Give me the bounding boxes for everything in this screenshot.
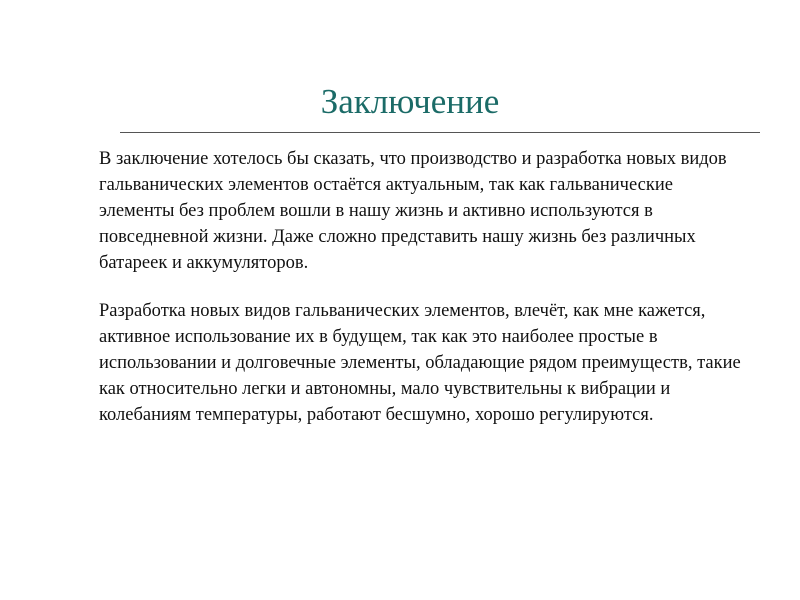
slide-body — [99, 146, 749, 428]
paragraph-development: Разработка новых видов гальванических элементов, влечёт, как мне кажется, активное использование их в будущем, так как это наиболее простые в использовании и долговечные элементы, обладающие рядом преимуществ, такие как относительно легки и автономны, мало чувствительны к вибрации и колебаниям температуры, работают бесшумно, хорошо регулируются. — [99, 301, 741, 425]
slide-title: Заключение — [320, 82, 500, 121]
paragraph-conclusion: В заключение хотелось бы сказать, что производство и разработка новых видов гальванических элементов остаётся актуальным, так как гальванические элементы без проблем вошли в нашу жизнь и активно используются в повседневной жизни. Даже сложно представить нашу жизнь без различных батареек и аккумуляторов. — [99, 149, 727, 273]
title-divider — [120, 132, 760, 133]
